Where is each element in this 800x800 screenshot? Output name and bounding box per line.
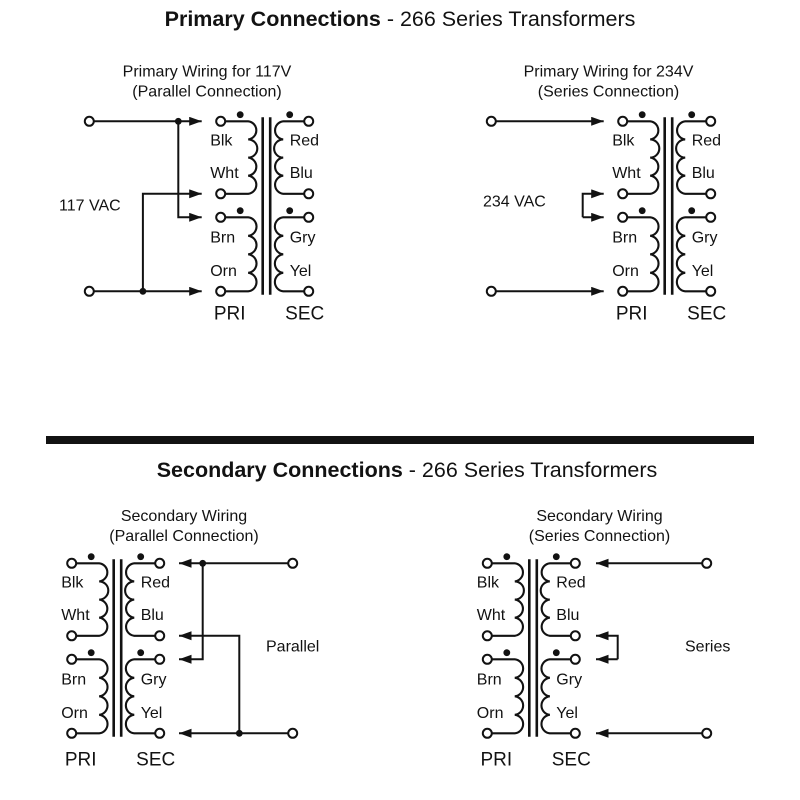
secondary-section-title-bold: Secondary Connections: [156, 458, 403, 482]
winding-label-red: Red: [289, 132, 320, 150]
pri-label: PRI: [64, 749, 97, 771]
input-terminal: [85, 117, 94, 126]
diagram-subtitle-line1: Secondary Wiring: [120, 507, 248, 525]
winding-label-brn: Brn: [476, 671, 502, 689]
input-terminal: [487, 287, 496, 296]
winding-label-blu: Blu: [140, 606, 164, 624]
winding-label-blk: Blk: [210, 132, 233, 150]
primary-section-title-bold: Primary Connections: [164, 7, 381, 31]
output-terminal: [702, 729, 711, 738]
winding-label-brn: Brn: [612, 229, 638, 247]
sec-label: SEC: [687, 303, 727, 325]
diagram-subtitle-line2: (Parallel Connection): [132, 83, 282, 101]
winding-label-blk: Blk: [61, 574, 84, 592]
diagram-subtitle-line1: Primary Wiring for 117V: [122, 63, 292, 81]
junction-dot: [236, 730, 243, 737]
secondary-section-title-rest: - 266 Series Transformers: [402, 458, 658, 482]
junction-dot: [140, 288, 147, 295]
junction-dot: [175, 118, 182, 125]
diagram-secondary-parallel: [61, 508, 319, 771]
sec-label: SEC: [136, 749, 176, 771]
connection-type-label: Parallel: [266, 638, 320, 656]
output-terminal: [702, 559, 711, 568]
winding-label-gry: Gry: [289, 229, 316, 247]
pri-label: PRI: [615, 303, 648, 325]
wire-to-gry: [179, 563, 203, 659]
output-terminal: [288, 729, 297, 738]
winding-label-wht: Wht: [476, 606, 506, 624]
winding-label-gry: Gry: [691, 229, 718, 247]
sec-label: SEC: [285, 303, 325, 325]
connection-type-label: Series: [685, 638, 731, 656]
input-terminal: [85, 287, 94, 296]
winding-label-red: Red: [556, 574, 586, 592]
diagram-subtitle-line1: Primary Wiring for 234V: [523, 63, 694, 81]
winding-label-wht: Wht: [210, 164, 239, 182]
winding-label-orn: Orn: [210, 263, 237, 280]
winding-label-red: Red: [140, 574, 171, 592]
junction-dot: [199, 560, 206, 567]
winding-label-orn: Orn: [61, 705, 88, 722]
diagram-subtitle-line2: (Series Connection): [528, 527, 671, 545]
winding-label-orn: Orn: [476, 705, 504, 722]
wire-to-brn: [178, 121, 201, 217]
diagram-subtitle-line2: (Parallel Connection): [109, 527, 259, 545]
winding-label-gry: Gry: [556, 671, 583, 689]
winding-label-wht: Wht: [61, 606, 90, 624]
diagram-primary-parallel: [59, 64, 324, 325]
winding-label-blu: Blu: [556, 606, 580, 624]
series-jumper-to-blu: [596, 636, 618, 660]
diagram-secondary-series: [477, 508, 731, 771]
winding-label-yel: Yel: [691, 263, 714, 280]
source-voltage-label: 234 VAC: [483, 193, 546, 211]
source-voltage-label: 117 VAC: [59, 197, 121, 215]
wire-to-wht: [143, 194, 202, 291]
output-terminal: [288, 559, 297, 568]
pri-label: PRI: [480, 749, 513, 771]
winding-label-blk: Blk: [476, 574, 500, 592]
diagram-subtitle-line2: (Series Connection): [537, 83, 680, 101]
winding-label-blu: Blu: [289, 164, 313, 182]
pri-label: PRI: [213, 303, 246, 325]
series-jumper-to-wht: [583, 194, 604, 218]
winding-label-yel: Yel: [140, 705, 163, 722]
winding-label-yel: Yel: [556, 705, 578, 722]
primary-section-title-rest: - 266 Series Transformers: [380, 7, 636, 31]
input-terminal: [487, 117, 496, 126]
winding-label-red: Red: [691, 132, 722, 150]
winding-label-wht: Wht: [612, 164, 641, 182]
winding-label-brn: Brn: [61, 671, 87, 689]
winding-label-blu: Blu: [691, 164, 715, 182]
sec-label: SEC: [551, 749, 591, 771]
diagram-primary-series: [483, 64, 726, 325]
diagram-subtitle-line1: Secondary Wiring: [536, 507, 663, 525]
winding-label-gry: Gry: [140, 671, 167, 689]
winding-label-orn: Orn: [612, 263, 639, 280]
winding-label-blk: Blk: [612, 132, 635, 150]
winding-label-brn: Brn: [210, 229, 236, 247]
wire-to-blu: [179, 636, 239, 734]
winding-label-yel: Yel: [289, 263, 312, 280]
